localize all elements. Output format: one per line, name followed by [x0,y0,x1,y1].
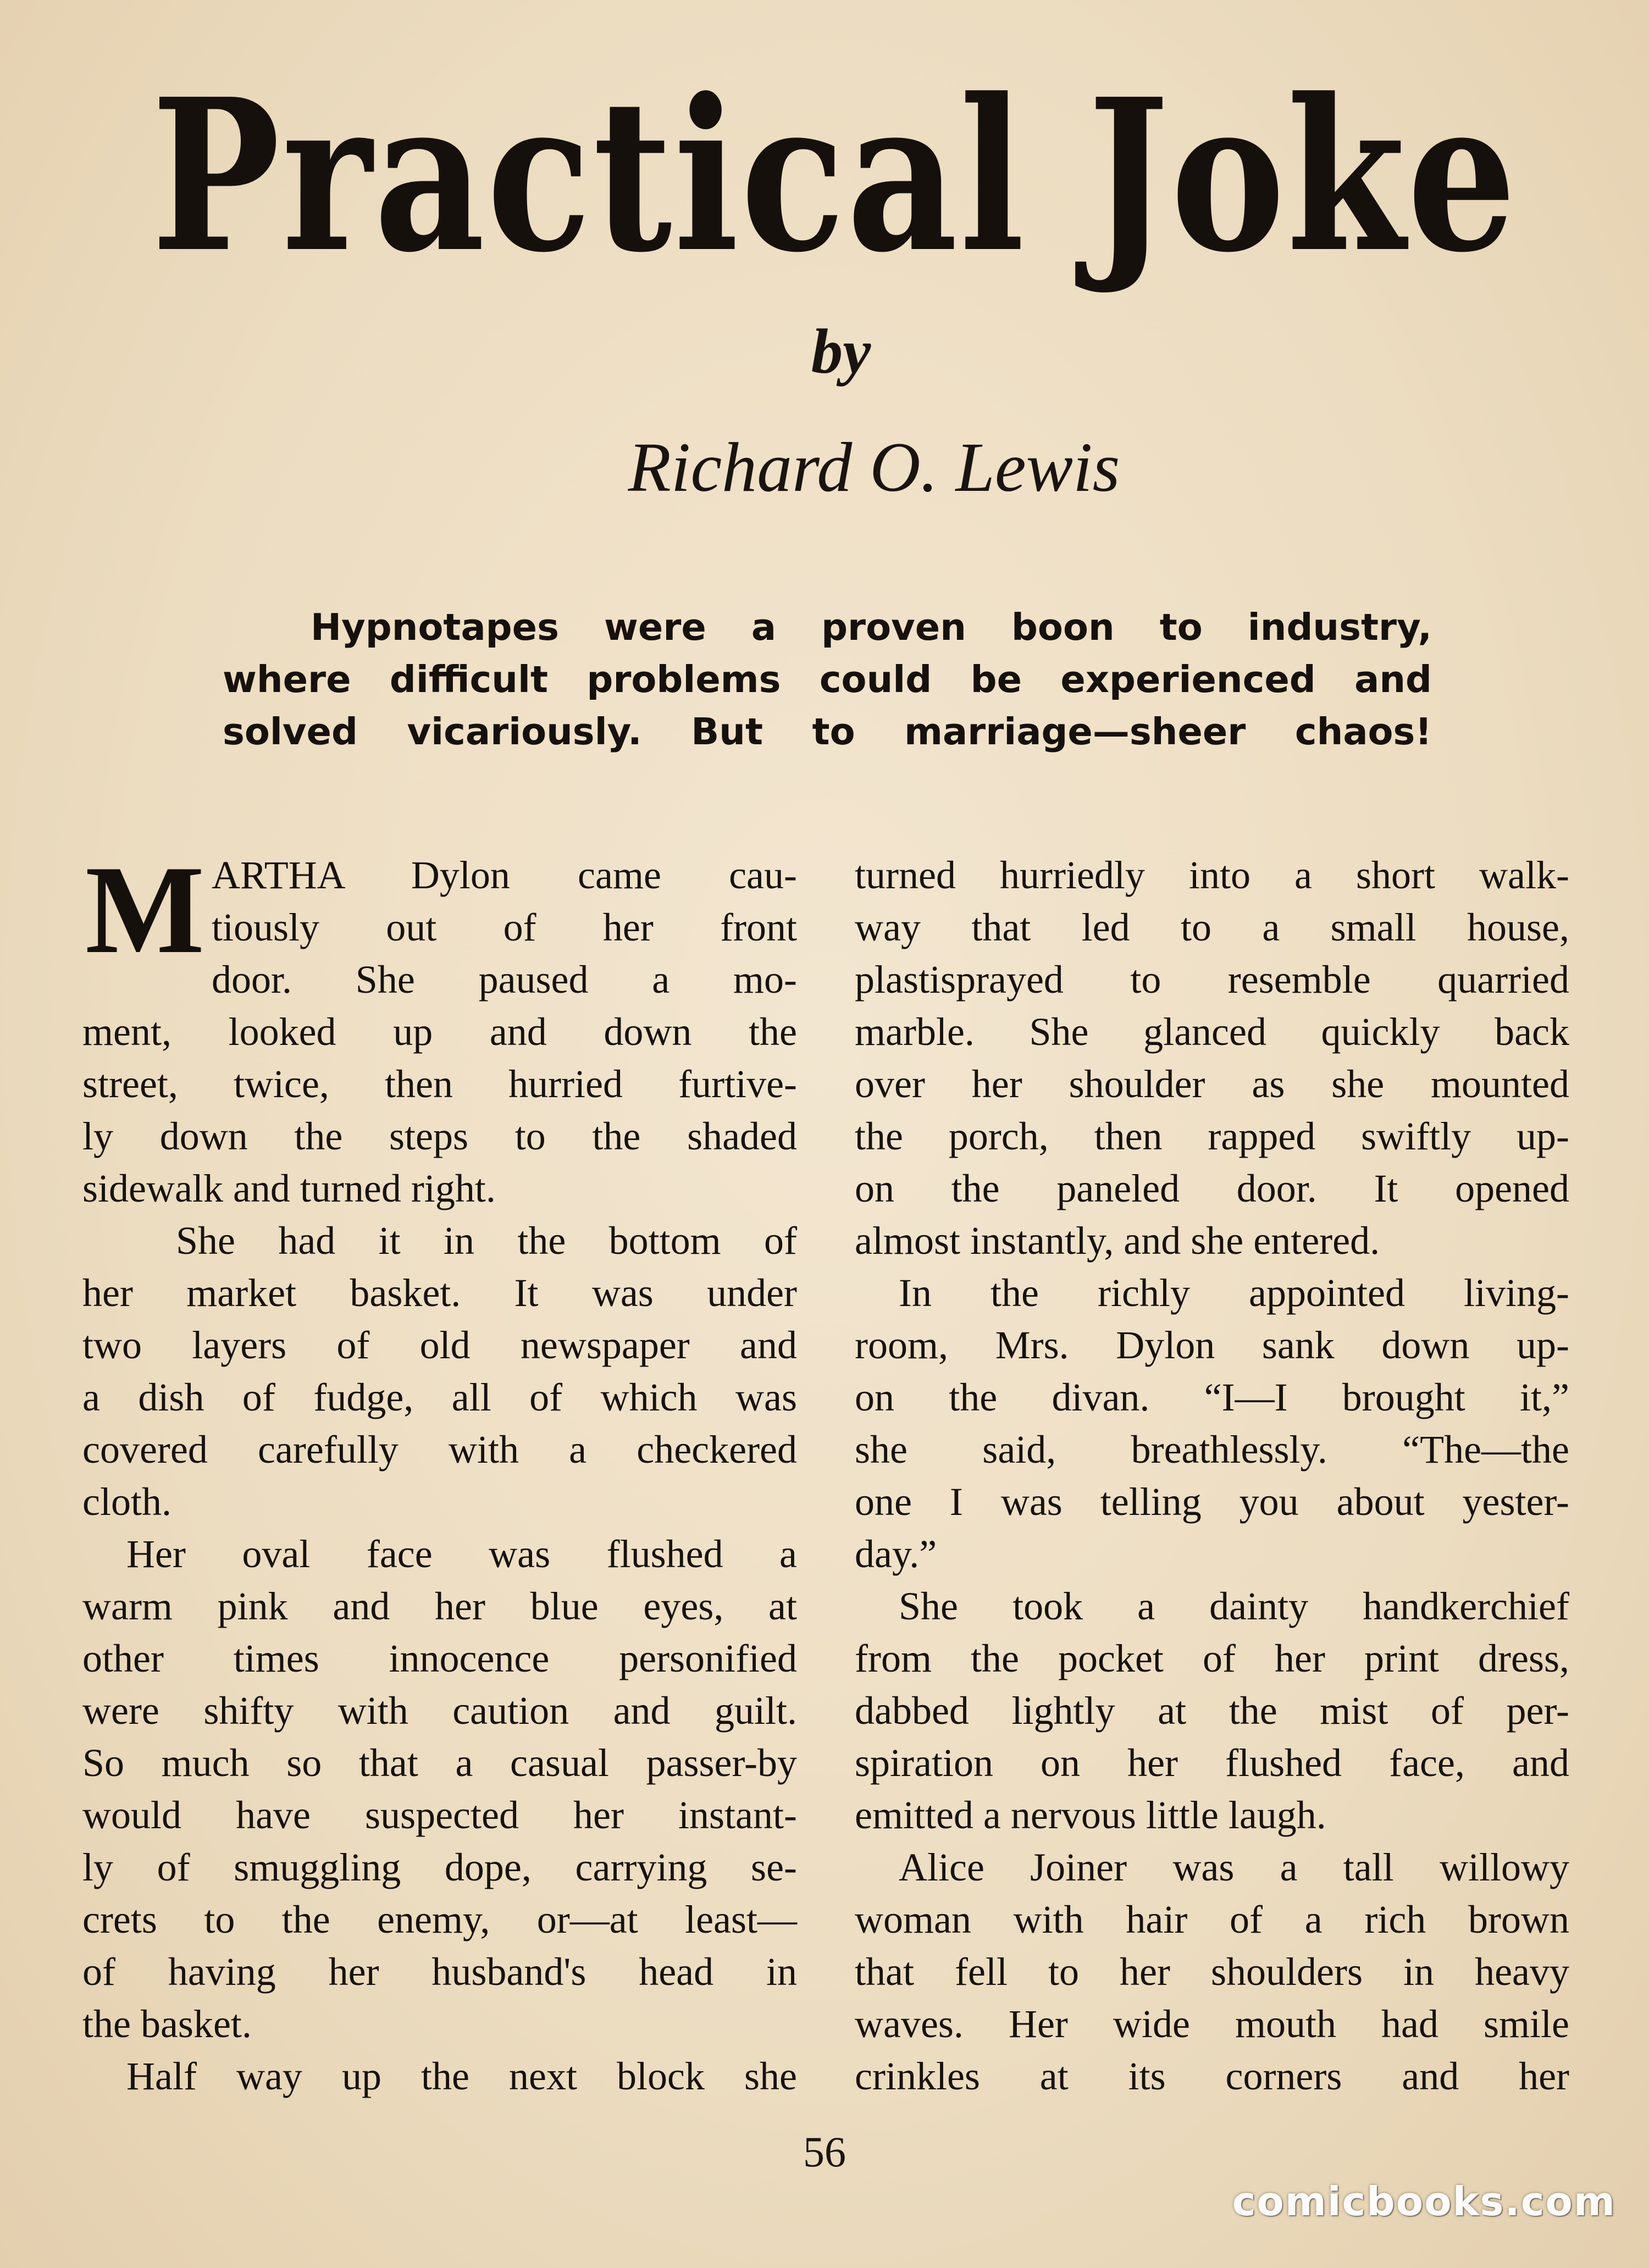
text-line: emitted a nervous little laugh. [855,1793,1326,1837]
text-line: room, Mrs. Dylon sank down up- [855,1323,1569,1367]
text-line: Her oval face was flushed a [126,1532,797,1576]
text-line: ment, looked up and down the [82,1010,797,1054]
byline-author: Richard O. Lewis [628,428,1120,506]
text-line: over her shoulder as she mounted [855,1062,1569,1106]
text-line: almost instantly, and she entered. [855,1219,1380,1263]
left-column [82,839,797,2103]
text-line: spiration on her flushed face, and [855,1741,1569,1785]
text-line: from the pocket of her print dress, [855,1636,1569,1680]
text-line: the basket. [82,2002,252,2046]
text-line: covered carefully with a checkered [82,1428,797,1472]
text-line: plastisprayed to resemble quarried [855,958,1569,1002]
text-line: ARTHA Dylon came cau- [212,853,797,897]
byline-by: by [811,317,871,386]
text-line: on the divan. “I—I brought it,” [855,1375,1569,1419]
text-line: would have suspected her instant- [82,1793,797,1837]
blurb-line: solved vicariously. But to marriage—sheer chaos! [223,710,1432,753]
text-line: crinkles at its corners and her [855,2054,1569,2098]
text-line: tiously out of her front [212,905,797,949]
text-line: of having her husband's head in [82,1950,797,1994]
text-line: on the paneled door. It opened [855,1166,1569,1210]
watermark-text: comicbooks.com [1232,2178,1616,2225]
text-line: that fell to her shoulders in heavy [855,1950,1569,1994]
text-line: way that led to a small house, [855,905,1569,949]
text-line: her market basket. It was under [82,1271,797,1315]
page-number: 56 [803,2128,846,2176]
story-blurb [223,599,1432,756]
text-line: She had it in the bottom of [176,1219,797,1263]
story-title: Practical Joke [151,53,1518,298]
text-line: day.” [855,1532,937,1576]
text-line: She took a dainty handkerchief [899,1584,1569,1628]
text-line: Alice Joiner was a tall willowy [899,1845,1569,1889]
text-line: crets to the enemy, or—at least— [82,1898,797,1941]
text-line: a dish of fudge, all of which was [82,1375,797,1419]
text-line: she said, breathlessly. “The—the [855,1428,1569,1472]
text-line: Half way up the next block she [126,2054,797,2098]
text-line: cloth. [82,1480,171,1524]
text-line: one I was telling you about yester- [855,1480,1569,1524]
text-line: door. She paused a mo- [212,958,797,1002]
text-line: street, twice, then hurried furtive- [82,1062,797,1106]
text-line: So much so that a casual passer-by [82,1741,797,1785]
blurb-line: where difficult problems could be experienced and [223,658,1432,701]
blurb-line: Hypnotapes were a proven boon to industry, [311,606,1432,649]
text-line: woman with hair of a rich brown [855,1898,1569,1941]
text-line: other times innocence personified [82,1636,797,1680]
text-line: marble. She glanced quickly back [855,1010,1569,1054]
text-line: were shifty with caution and guilt. [82,1689,797,1733]
text-line: sidewalk and turned right. [82,1166,496,1210]
text-line: waves. Her wide mouth had smile [855,2002,1569,2046]
drop-cap: M [85,839,205,980]
text-line: turned hurriedly into a short walk- [855,853,1569,897]
text-line: two layers of old newspaper and [82,1323,797,1367]
right-column [855,849,1569,2103]
text-line: In the richly appointed living- [899,1271,1569,1315]
text-line: warm pink and her blue eyes, at [82,1584,797,1628]
text-line: ly down the steps to the shaded [82,1114,797,1158]
text-line: ly of smuggling dope, carrying se- [82,1845,797,1889]
text-line: the porch, then rapped swiftly up- [855,1114,1569,1158]
text-line: dabbed lightly at the mist of per- [855,1689,1569,1733]
